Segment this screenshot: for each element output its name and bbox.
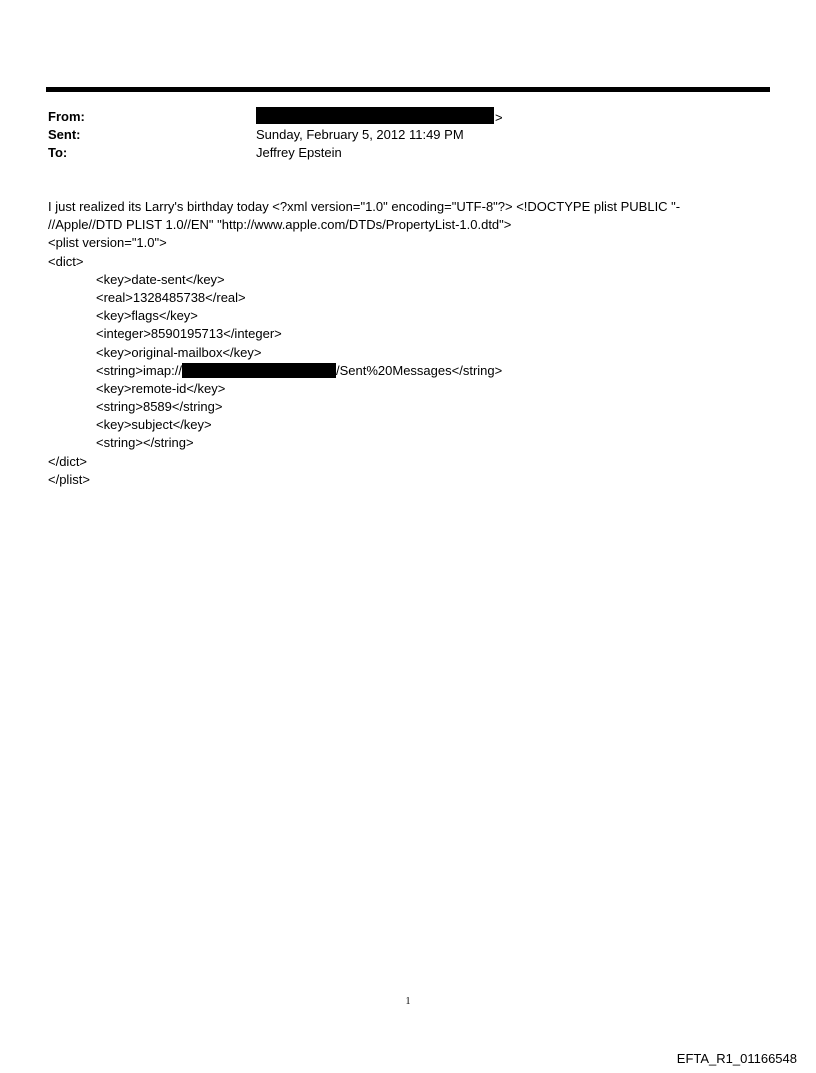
- imap-redaction: [182, 363, 336, 378]
- sent-value: Sunday, February 5, 2012 11:49 PM: [256, 127, 464, 142]
- body-line: <integer>8590195713</integer>: [96, 326, 282, 342]
- from-suffix: >: [495, 110, 503, 125]
- page-number: 1: [405, 996, 411, 1007]
- imap-prefix: <string>imap://: [96, 362, 182, 378]
- from-redaction: [256, 107, 494, 124]
- body-line: I just realized its Larry's birthday today <?xml version="1.0" encoding="UTF-8"?> <!DOCTYPE plist PUBLIC "-: [48, 199, 681, 214]
- body-line: <key>subject</key>: [96, 417, 212, 433]
- body-line: <key>original-mailbox</key>: [96, 344, 262, 360]
- body-line: <key>flags</key>: [96, 308, 198, 324]
- to-label: To:: [48, 145, 68, 160]
- body-line: <string></string>: [96, 435, 194, 451]
- body-line: </plist>: [48, 471, 90, 487]
- body-line: <key>remote-id</key>: [96, 380, 226, 396]
- sent-label: Sent:: [48, 127, 81, 142]
- to-value: Jeffrey Epstein: [256, 145, 342, 160]
- from-label: From:: [48, 109, 85, 124]
- body-line: <real>1328485738</real>: [96, 289, 246, 305]
- body-line: <string>8589</string>: [96, 399, 223, 415]
- body-line: </dict>: [48, 453, 88, 469]
- imap-suffix: /Sent%20Messages</string>: [336, 362, 503, 378]
- body-line: <plist version="1.0">: [48, 235, 167, 251]
- body-line-imap: [48, 362, 748, 380]
- body-line: //Apple//DTD PLIST 1.0//EN" "http://www.apple.com/DTDs/PropertyList-1.0.dtd">: [48, 217, 512, 233]
- body-line: <dict>: [48, 253, 84, 269]
- header-rule: [46, 87, 770, 92]
- bates-number: EFTA_R1_01166548: [676, 1051, 797, 1066]
- body-line: <key>date-sent</key>: [96, 271, 225, 287]
- email-body: [48, 198, 748, 489]
